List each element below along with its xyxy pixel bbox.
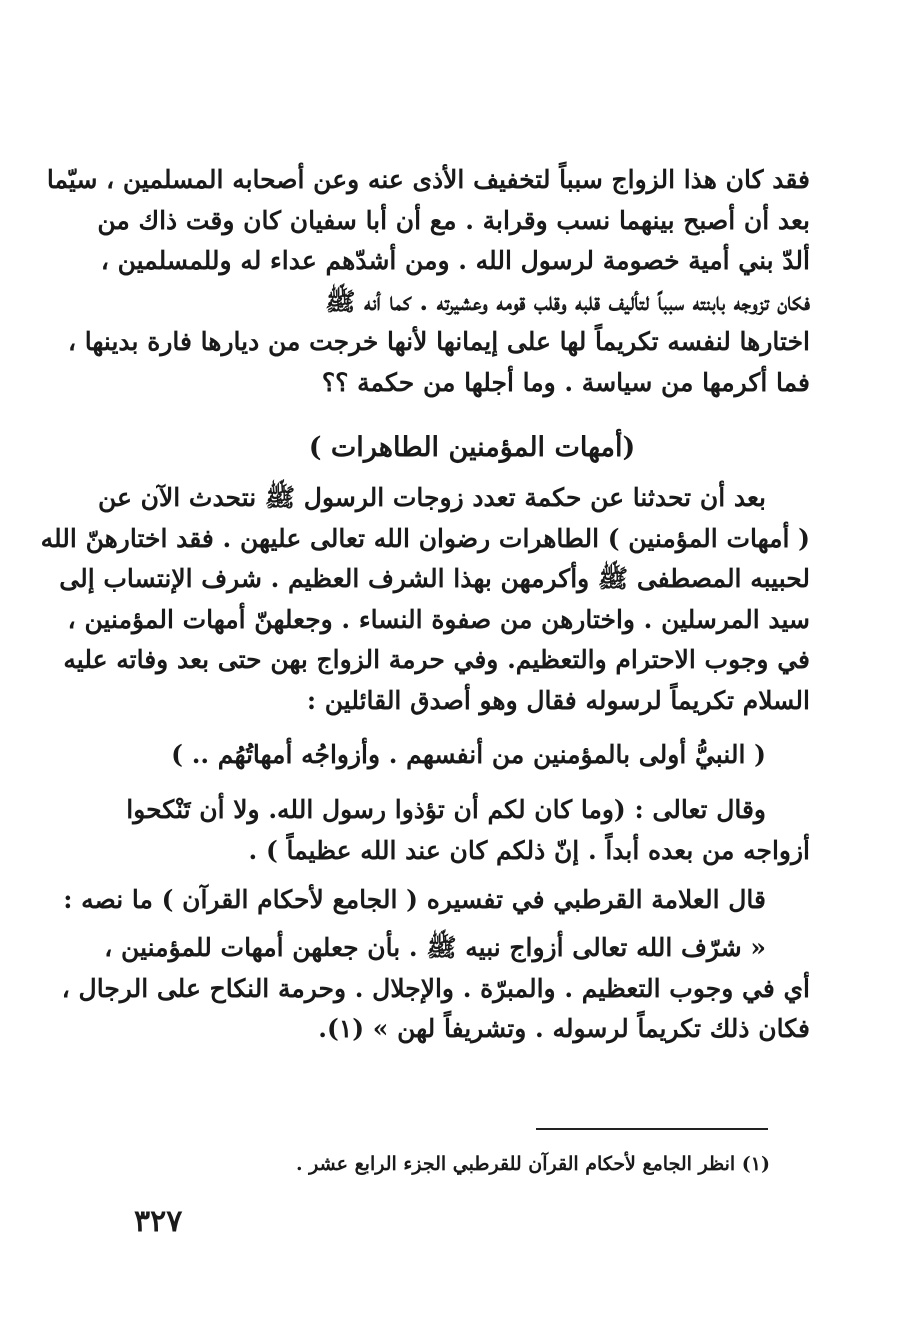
- footnote: (١) انظر الجامع لأحكام القرآن للقرطبي الجزء الرابع عشر .: [295, 1153, 770, 1175]
- text-line: السلام تكريماً لرسوله فقال وهو أصدق القائلين :: [306, 685, 810, 715]
- citation-intro: في تفسيره ( الجامع لأحكام القرآن ) ما نصه :: [63, 885, 554, 914]
- text-line: وقال تعالى : (وما كان لكم أن تؤذوا رسول الله. ولا أن تَنْكحوا: [126, 795, 766, 824]
- paragraph-2: [40, 478, 810, 721]
- text-line: أي في وجوب التعظيم . والمبرّة . والإجلال . وحرمة النكاح على الرجال ،: [61, 973, 810, 1003]
- paragraph-5: [61, 928, 810, 1050]
- page-number: ٣٢٧: [134, 1204, 183, 1239]
- quran-quote: ( النبيُّ أولى بالمؤمنين من أنفسهم . وأزواجُه أمهاتُهُم .. ): [171, 740, 766, 769]
- text-line: ألدّ بني أمية خصومة لرسول الله . ومن أشدّهم عداء له وللمسلمين ،: [100, 246, 810, 275]
- text-line: في وجوب الاحترام والتعظيم. وفي حرمة الزواج بهن حتى بعد وفاته عليه: [63, 645, 810, 674]
- text-line: فما أكرمها من سياسة . وما أجلها من حكمة ؟؟: [321, 367, 810, 397]
- text-line: لحبيبه المصطفى ﷺ وأكرمهن بهذا الشرف العظيم . شرف الإنتساب إلى: [59, 564, 810, 593]
- paragraph-3: [126, 790, 810, 871]
- footnote-divider: [536, 1128, 768, 1130]
- text-line: بعد أن أصبح بينهما نسب وقرابة . مع أن أبا سفيان كان وقت ذاك من: [97, 205, 810, 235]
- author-name: قال العلامة القرطبي: [553, 885, 766, 914]
- text-line: « شرّف الله تعالى أزواج نبيه ﷺ . بأن جعلهن أمهات للمؤمنين ،: [104, 933, 766, 962]
- text-line: اختارها لنفسه تكريماً لها على إيمانها لأنها خرجت من ديارها فارة بدينها ،: [68, 327, 810, 356]
- text-line: أزواجه من بعده أبداً . إنّ ذلكم كان عند الله عظيماً ) .: [248, 835, 810, 865]
- text-line: ( أمهات المؤمنين ) الطاهرات رضوان الله تعالى عليهن . فقد اختارهنّ الله: [40, 523, 810, 553]
- section-heading: (أمهات المؤمنين الطاهرات ): [308, 432, 636, 463]
- text-line: سيد المرسلين . واختارهن من صفوة النساء . وجعلهنّ أمهات المؤمنين ،: [67, 604, 810, 634]
- text-line: فكان ذلك تكريماً لرسوله . وتشريفاً لهن » (١).: [318, 1014, 810, 1043]
- text-line: فكان تزوجه بابنته سبباً لتأليف قلبه وقلب قومه وعشيرته . كما أنه ﷺ: [325, 286, 810, 316]
- text-line: بعد أن تحدثنا عن حكمة تعدد زوجات الرسول ﷺ نتحدث الآن عن: [97, 483, 766, 512]
- text-line: فقد كان هذا الزواج سبباً لتخفيف الأذى عنه وعن أصحابه المسلمين ، سيّما: [46, 165, 810, 194]
- paragraph-1: [46, 160, 810, 403]
- paragraph-4: [63, 880, 810, 921]
- text-line: [63, 880, 810, 921]
